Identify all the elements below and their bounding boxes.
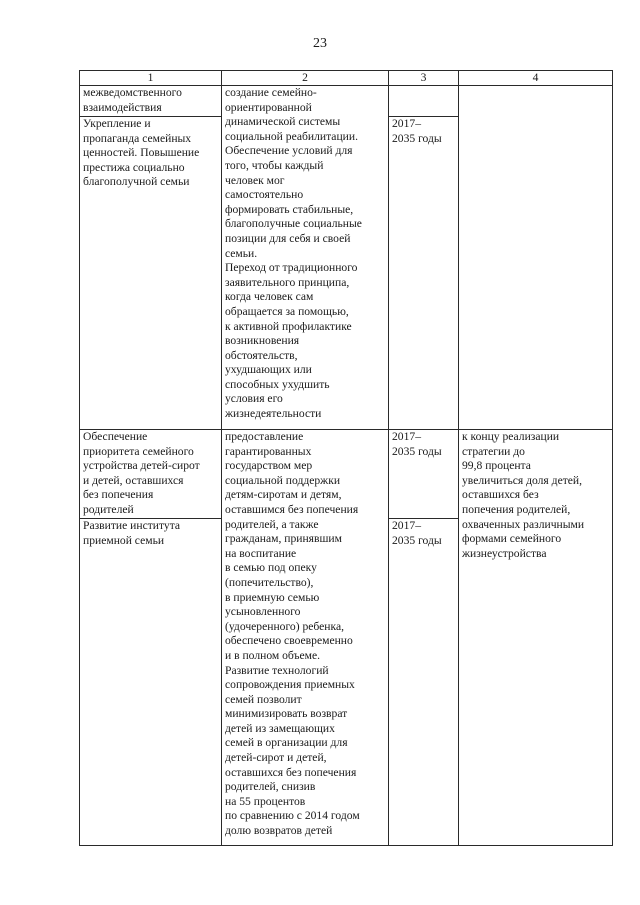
table-row [80, 86, 613, 117]
strategy-table [79, 70, 613, 846]
table-cell [389, 117, 459, 430]
period-text: 2017– 2035 годы [392, 117, 442, 145]
table-cell [389, 430, 459, 519]
table-header-row [80, 71, 613, 86]
period-text: 2017– 2035 годы [392, 519, 442, 547]
task-text: межведомственного взаимодействия [83, 86, 182, 114]
table-row [80, 430, 613, 519]
period-text: 2017– 2035 годы [392, 430, 442, 458]
table-cell [222, 430, 389, 846]
table-cell [389, 519, 459, 846]
table-cell [80, 519, 222, 846]
measure-text: предоставление гарантированных государством мер социальной поддержки детям-сиротам и детям, оставшимся без попечения родителей, а также гражданам, принявшим на воспитание в семью под опеку (попечительство), в приемную семью усыновленного (удочеренного) ребенка, обеспечено своевременно и в полном объеме. Развитие технологий сопровождения приемных семей позволит минимизировать возврат детей из замещающих семей в организации для детей-сирот и детей, оставшихся без попечения родителей, снизив на 55 процентов по сравнению с 2014 годом долю возвратов детей [225, 430, 360, 838]
task-text: Укрепление и пропаганда семейных ценностей. Повышение престижа социально благополучной семьи [83, 117, 200, 189]
task-text: Развитие института приемной семьи [83, 519, 181, 547]
table-cell [459, 430, 613, 846]
measure-text: создание семейно- ориентированной динамической системы социальной реабилитации. Обеспечение условий для того, чтобы каждый человек мог самостоятельно формировать стабильные, благополучные социальные позиции для себя и своей семьи. Переход от традиционного заявительного принципа, когда человек сам обращается за помощью, к активной профилактике возникновения обстоятельств, ухудшающих или способных ухудшить условия его жизнедеятельности [225, 86, 362, 421]
table-cell [80, 117, 222, 430]
indicator-text: к концу реализации стратегии до 99,8 процента увеличиться доля детей, оставшихся без попечения родителей, охваченных различными формами семейного жизнеустройства [462, 430, 585, 560]
table-cell [389, 86, 459, 117]
table-cell [222, 86, 389, 430]
column-header-1: 1 [80, 71, 222, 86]
page-number: 23 [313, 36, 327, 51]
table-cell [459, 86, 613, 430]
column-header-4: 4 [459, 71, 613, 86]
column-header-2: 2 [222, 71, 389, 86]
table-cell [80, 86, 222, 117]
table-cell [80, 430, 222, 519]
task-text: Обеспечение приоритета семейного устройства детей-сирот и детей, оставшихся без попечения родителей [83, 430, 200, 516]
column-header-3: 3 [389, 71, 459, 86]
